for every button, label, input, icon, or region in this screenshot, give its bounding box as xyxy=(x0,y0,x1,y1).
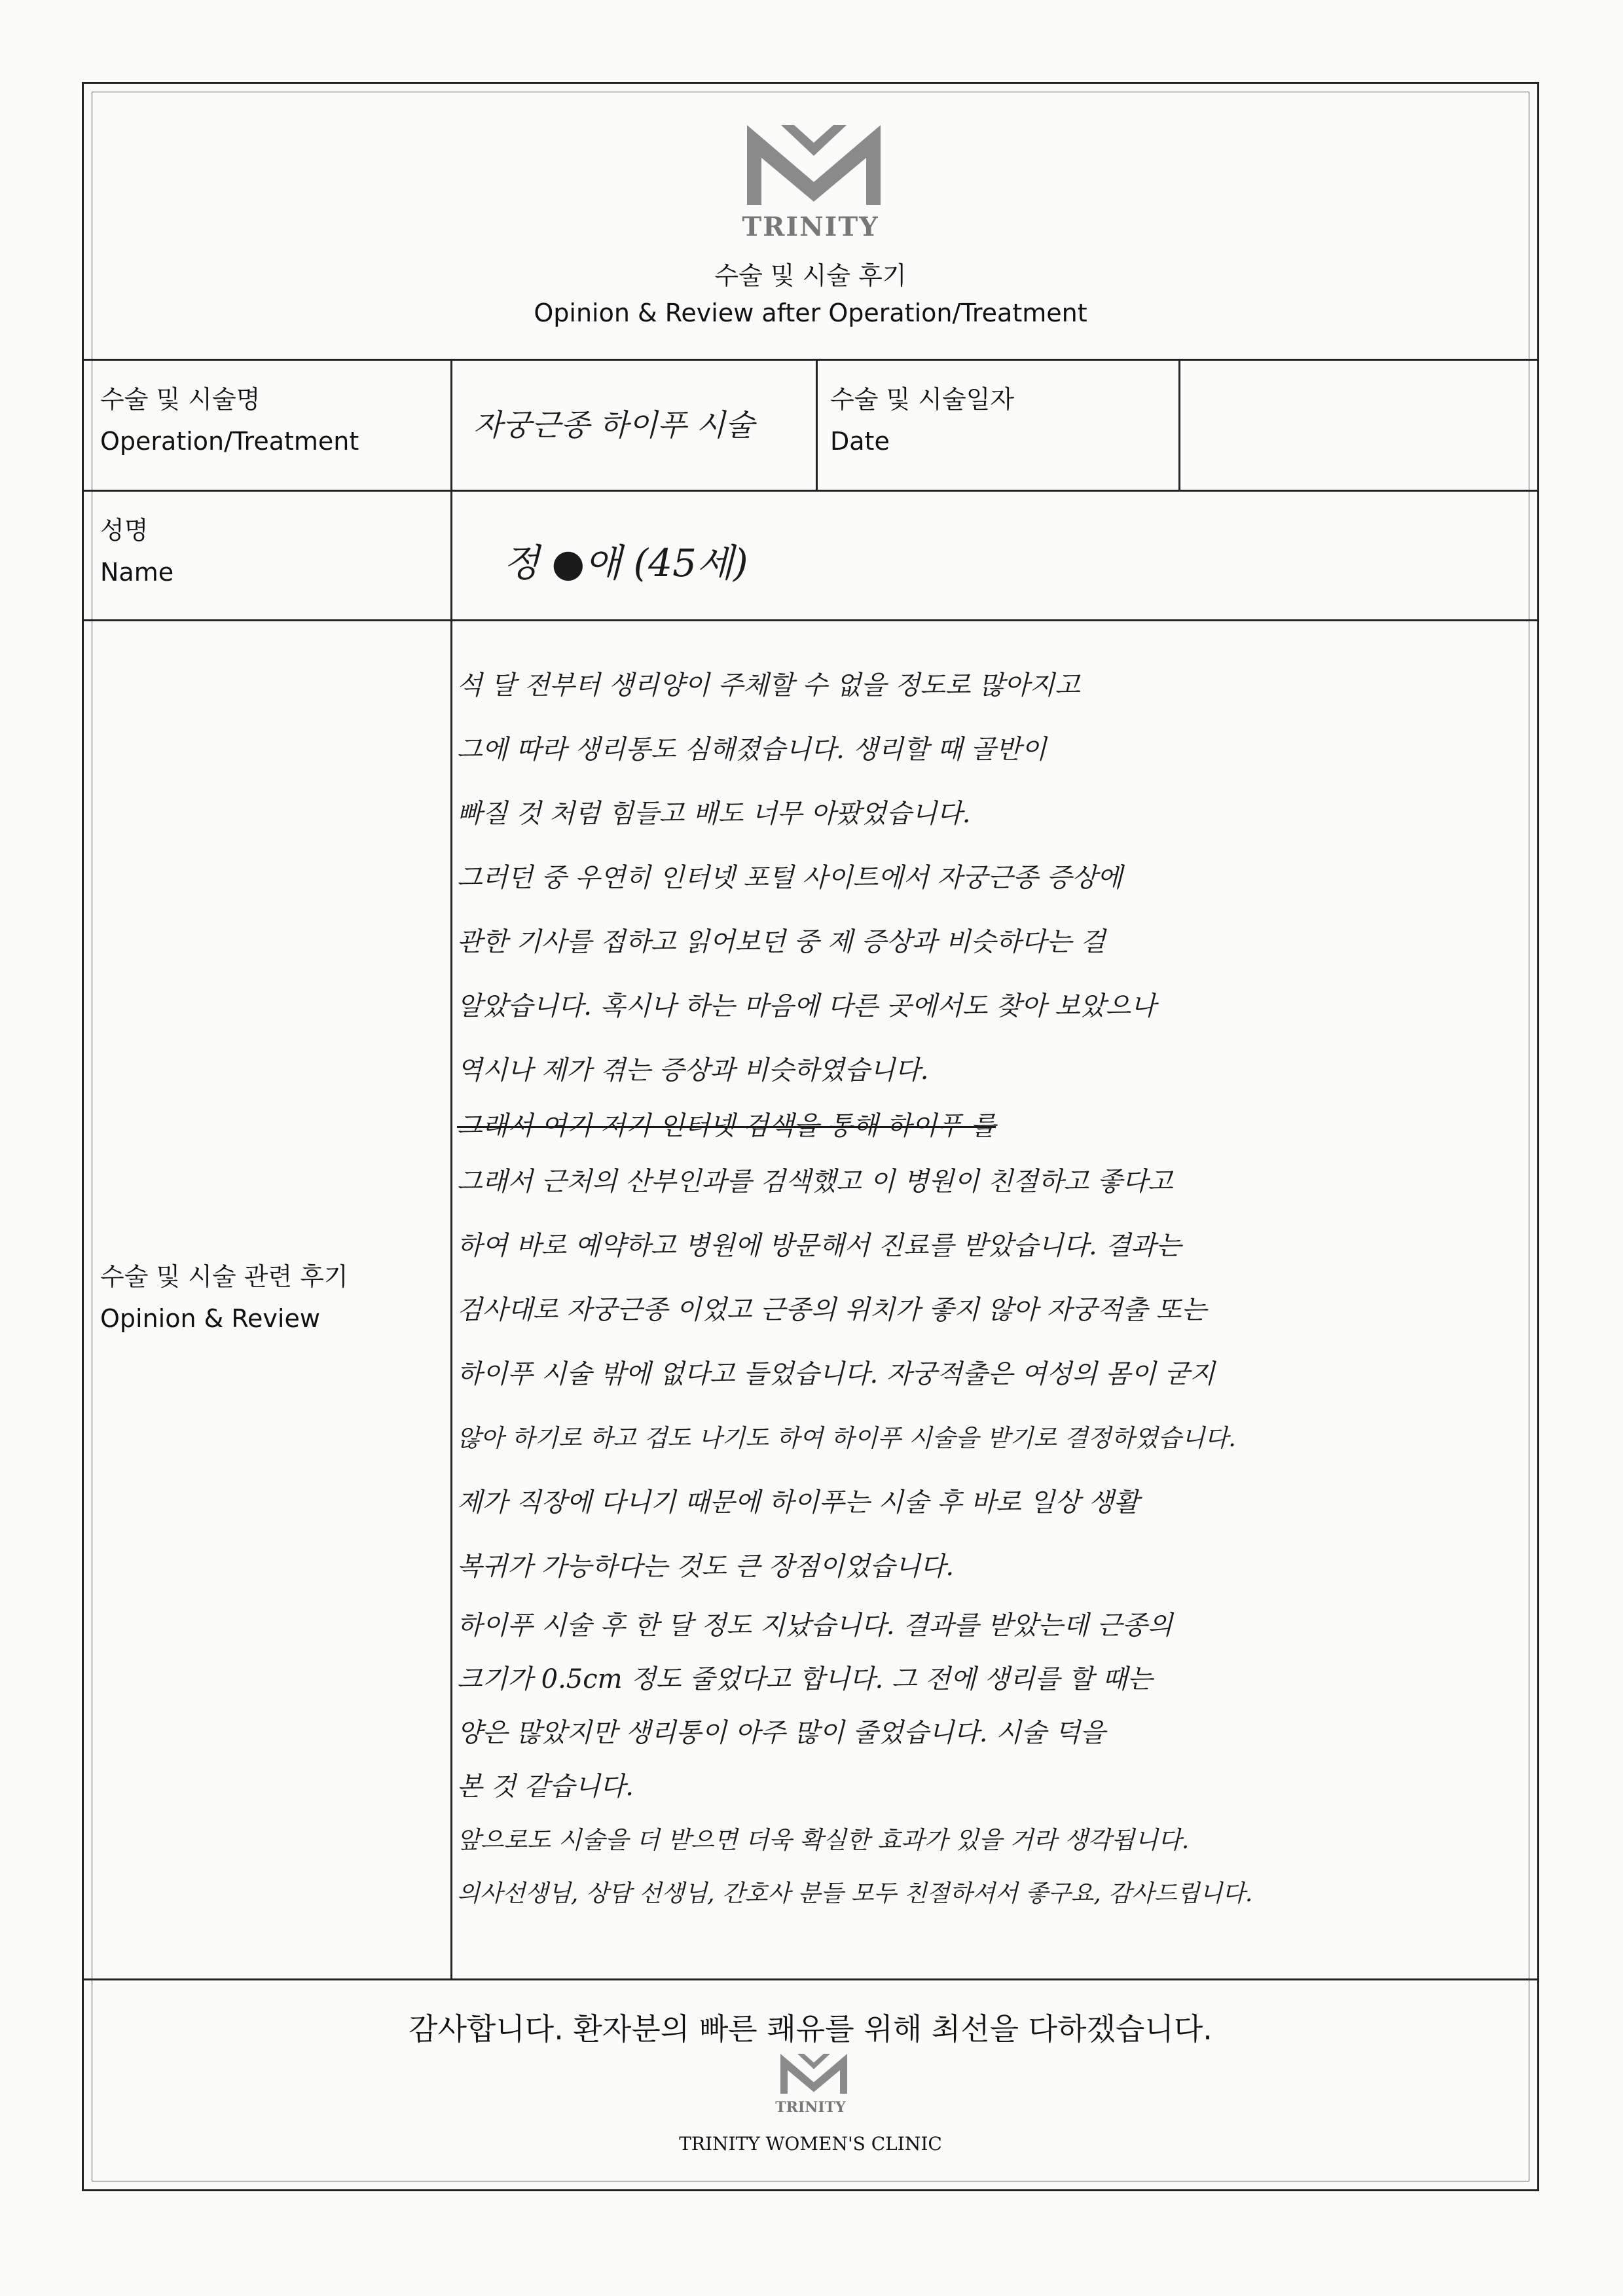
name-label xyxy=(100,509,173,593)
review-line: 제가 직장에 다니기 때문에 하이푸는 시술 후 바로 일상 생활 xyxy=(457,1487,1139,1518)
review-line: 역시나 제가 겪는 증상과 비슷하였습니다. xyxy=(457,1055,929,1085)
review-line-struck-through: 그래서 여기 저기 인터넷 검색을 통해 하이푸 를 xyxy=(457,1111,996,1141)
form-title-korean: 수술 및 시술 후기 xyxy=(714,261,907,290)
row-divider xyxy=(84,490,1537,492)
review-line: 앞으로도 시술을 더 받으면 더욱 확실한 효과가 있을 거라 생각됩니다. xyxy=(457,1826,1190,1854)
review-line: 하이푸 시술 후 한 달 정도 지났습니다. 결과를 받았는데 근종의 xyxy=(457,1611,1173,1641)
name-label-english: Name xyxy=(100,558,174,587)
date-label-korean: 수술 및 시술일자 xyxy=(830,385,1015,414)
trinity-crown-logo xyxy=(742,120,886,211)
review-line: 그래서 근처의 산부인과를 검색했고 이 병원이 친절하고 좋다고 xyxy=(457,1167,1173,1197)
clinic-name: TRINITY WOMEN'S CLINIC xyxy=(679,2133,942,2155)
row-divider xyxy=(84,359,1537,361)
review-line: 하이푸 시술 밖에 없다고 들었습니다. 자궁적출은 여성의 몸이 굳지 xyxy=(457,1359,1215,1389)
column-divider xyxy=(816,359,818,490)
form-title-english: Opinion & Review after Operation/Treatment xyxy=(534,299,1087,327)
review-line: 빠질 것 처럼 힘들고 배도 너무 아팠었습니다. xyxy=(457,799,971,829)
review-line: 의사선생님, 상담 선생님, 간호사 분들 모두 친절하셔서 좋구요, 감사드립니다. xyxy=(457,1880,1253,1907)
review-label-english: Opinion & Review xyxy=(100,1304,320,1333)
review-line: 양은 많았지만 생리통이 아주 많이 줄었습니다. 시술 덕을 xyxy=(457,1718,1106,1748)
review-line: 석 달 전부터 생리양이 주체할 수 없을 정도로 많아지고 xyxy=(457,670,1080,701)
trinity-crown-logo-small xyxy=(775,2051,853,2097)
date-label-english: Date xyxy=(830,427,890,456)
operation-label xyxy=(100,378,359,462)
review-line: 복귀가 가능하다는 것도 큰 장점이었습니다. xyxy=(457,1552,955,1582)
column-divider xyxy=(1178,359,1180,490)
review-line: 그러던 중 우연히 인터넷 포털 사이트에서 자궁근종 증상에 xyxy=(457,863,1123,893)
column-divider xyxy=(450,359,452,1978)
review-form xyxy=(82,82,1539,2191)
operation-value: 자궁근종 하이푸 시술 xyxy=(473,407,755,443)
brand-name: TRINITY xyxy=(742,211,879,242)
review-text xyxy=(457,653,1537,1921)
review-line: 않아 하기로 하고 겁도 나기도 하여 하이푸 시술을 받기로 결정하였습니다. xyxy=(457,1424,1236,1452)
review-line: 검사대로 자궁근종 이었고 근종의 위치가 좋지 않아 자궁적출 또는 xyxy=(457,1295,1207,1325)
row-divider xyxy=(84,1978,1537,1980)
operation-label-korean: 수술 및 시술명 xyxy=(100,385,261,414)
name-value: 정 ●애 (45세) xyxy=(503,541,748,585)
review-line: 알았습니다. 혹시나 하는 마음에 다른 곳에서도 찾아 보았으나 xyxy=(457,991,1156,1021)
form-header xyxy=(84,84,1537,360)
review-line: 하여 바로 예약하고 병원에 방문해서 진료를 받았습니다. 결과는 xyxy=(457,1231,1182,1261)
review-line: 크기가 0.5cm 정도 줄었다고 합니다. 그 전에 생리를 할 때는 xyxy=(457,1664,1153,1694)
date-label xyxy=(830,378,1014,462)
review-line: 그에 따라 생리통도 심해졌습니다. 생리할 때 골반이 xyxy=(457,735,1047,765)
thank-you-message: 감사합니다. 환자분의 빠른 쾌유를 위해 최선을 다하겠습니다. xyxy=(409,2011,1213,2047)
review-line: 본 것 같습니다. xyxy=(457,1772,634,1802)
review-line: 관한 기사를 접하고 읽어보던 중 제 증상과 비슷하다는 걸 xyxy=(457,927,1106,957)
name-label-korean: 성명 xyxy=(100,516,149,545)
review-label-korean: 수술 및 시술 관련 후기 xyxy=(100,1262,348,1291)
footer-brand-name: TRINITY xyxy=(775,2099,846,2116)
row-divider xyxy=(84,619,1537,621)
operation-label-english: Operation/Treatment xyxy=(100,427,359,456)
review-label xyxy=(100,1256,348,1339)
